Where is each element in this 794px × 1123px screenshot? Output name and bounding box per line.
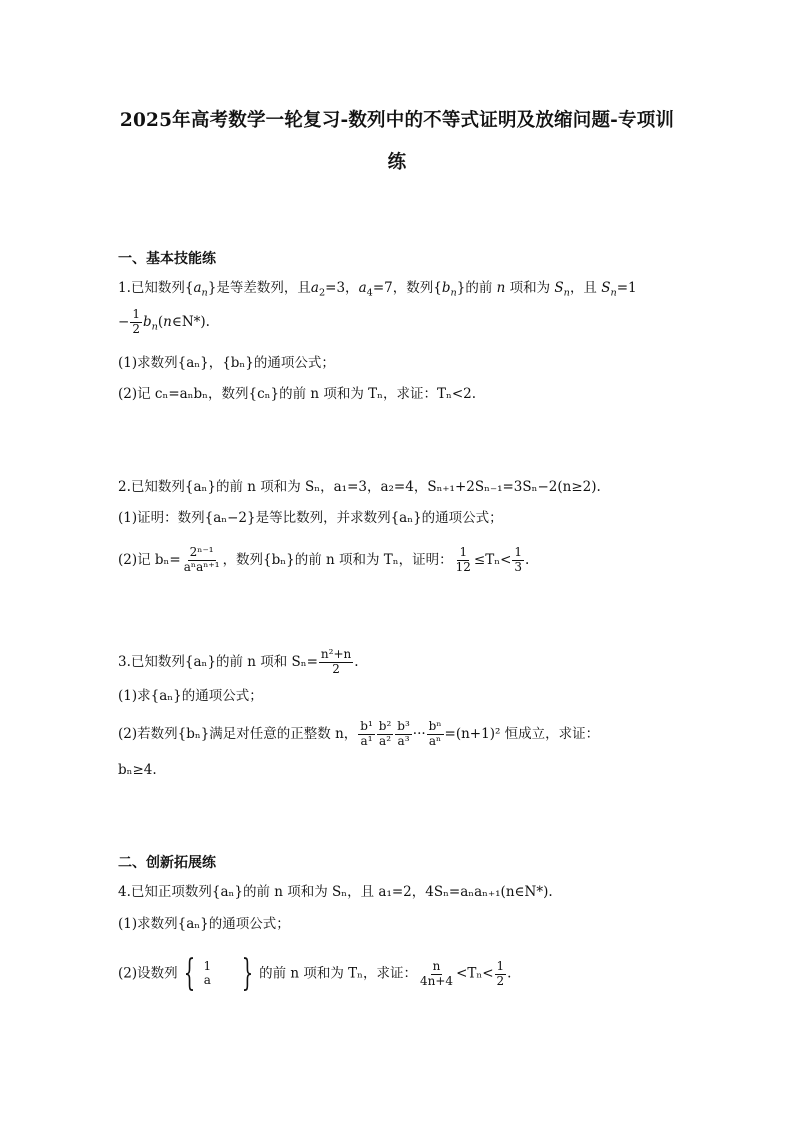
document-title-line-1: 2025年高考数学一轮复习-数列中的不等式证明及放缩问题-专项训 [119, 110, 675, 131]
fraction-b1-a1: $\frac{\text{b¹}}{\text{a¹}}$ [360, 719, 373, 748]
text: 3.已知数列{aₙ}的前 n 项和 Sₙ= [118, 653, 318, 670]
fraction-1-2: $\frac{1}{2}$ [496, 958, 505, 988]
fraction-n-4n4: $\frac{n}{4n+4}$ [420, 958, 454, 988]
section-heading-basic: 一、基本技能练 [118, 251, 216, 267]
text: ≤Tₙ< [473, 551, 512, 568]
problem-1-statement-cont: − $\frac{1}{2}$ $b_n(n\in N*)$. [118, 307, 210, 336]
text: ∈N*). [171, 313, 210, 330]
text: ··· [412, 725, 426, 742]
problem-3-statement: 3.已知数列{aₙ}的前 n 项和 Sₙ= $\frac{\text{n²+n}}{2}$ . [118, 647, 359, 676]
text: ( [157, 313, 164, 330]
text: 1.已知数列{ [118, 280, 194, 296]
text: ，且 [569, 280, 597, 296]
text: 的前 n 项和为 Tₙ，求证： [259, 965, 417, 982]
text: =7，数列{ [372, 280, 442, 296]
problem-4-part-1: (1)求数列{aₙ}的通项公式； [118, 916, 290, 932]
problem-2-statement: 2.已知数列{aₙ}的前 n 项和为 Sₙ，a₁=3，a₂=4，Sₙ₊₁+2Sₙ₋₁=3Sₙ−2(n≥2). [118, 479, 601, 495]
problem-4-part-2: (2)设数列 { 1 a } 的前 n 项和为 Tₙ，求证： $\frac{n}{4n+4}$ <Tₙ< $\frac{1}{2}$ . [118, 953, 512, 994]
text: (2)记 bₙ= [118, 551, 181, 568]
fraction-bn-an: $\frac{\text{bⁿ}}{\text{aⁿ}}$ [428, 719, 442, 748]
text: ，数列{bₙ}的前 n 项和为 Tₙ，证明： [222, 551, 453, 568]
problem-1-part-1: (1)求数列{aₙ}，{bₙ}的通项公式； [118, 355, 335, 371]
text: }是等差数列，且 [207, 280, 311, 296]
problem-2-part-2: (2)记 bₙ= $\frac{\text{2ⁿ⁻¹}}{\text{aⁿaⁿ⁺¹}}$ ，数列{bₙ}的前 n 项和为 Tₙ，证明： $\frac{1}{12}$ ≤Tₙ< $\frac{1}{3}$ . [118, 545, 530, 574]
fraction-1-a: 1 a [203, 959, 212, 987]
fraction-bn: $\frac{\text{2ⁿ⁻¹}}{\text{aⁿaⁿ⁺¹}}$ [183, 545, 220, 574]
left-brace: { [183, 953, 195, 994]
fraction-1-12: $\frac{1}{12}$ [455, 545, 471, 574]
text: (2)设数列 [118, 965, 178, 982]
fraction-sn: $\frac{\text{n²+n}}{2}$ [320, 647, 352, 676]
problem-3-part-2 [118, 720, 599, 749]
problem-1-statement: 1.已知数列$\{a_n\}$是等差数列，且$a_2=3$，$a_4=7$，数列$\{b_n\}$的前 n 项和为 $S_n$，且 $S_n=1$ [118, 280, 637, 299]
fraction-b3-a3: $\frac{\text{b³}}{\text{a³}}$ [397, 719, 410, 748]
fraction-b2-a2: $\frac{\text{b²}}{\text{a²}}$ [378, 719, 392, 748]
text: =1 [616, 280, 637, 296]
problem-1-part-2: (2)记 cₙ=aₙbₙ，数列{cₙ}的前 n 项和为 Tₙ，求证：Tₙ<2. [118, 386, 477, 402]
text: =(n+1)² 恒成立，求证： [444, 725, 600, 742]
text: (2)若数列{bₙ}满足对任意的正整数 n， [118, 725, 358, 742]
document-title-line-2: 练 [387, 152, 407, 173]
fraction-1-3: $\frac{1}{3}$ [514, 545, 523, 574]
text: <Tₙ< [456, 965, 494, 982]
fraction-half: $\frac{1}{2}$ [132, 307, 140, 336]
problem-3-part-1: (1)求{aₙ}的通项公式； [118, 688, 263, 704]
text: − [118, 313, 130, 330]
section-heading-innovation: 二、创新拓展练 [118, 855, 216, 871]
problem-4-statement: 4.已知正项数列{aₙ}的前 n 项和为 Sₙ，且 a₁=2，4Sₙ=aₙaₙ₊₁(n∈N*). [118, 884, 553, 900]
text: 项和为 [509, 280, 551, 296]
problem-2-part-1: (1)证明：数列{aₙ−2}是等比数列，并求数列{aₙ}的通项公式； [118, 510, 503, 526]
problem-3-part-2-cont: bₙ≥4. [118, 762, 157, 778]
right-brace: } [241, 953, 254, 994]
text: }的前 [456, 280, 493, 296]
text: =3， [325, 280, 359, 296]
